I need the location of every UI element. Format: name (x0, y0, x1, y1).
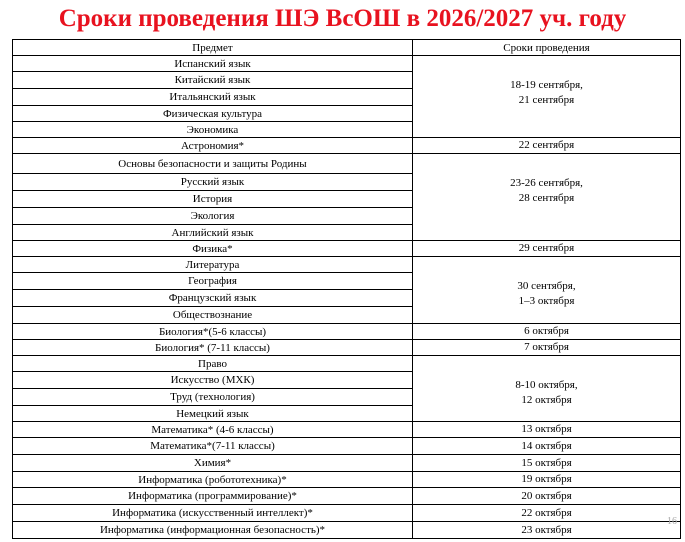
subject-cell: Экология (13, 208, 413, 225)
subject-cell: Испанский язык (13, 56, 413, 72)
date-cell: 8-10 октября, 12 октября (413, 356, 681, 422)
subject-cell: Экономика (13, 122, 413, 138)
subject-cell: Информатика (робототехника)* (13, 472, 413, 488)
dates-column-header: Сроки проведения (413, 40, 681, 56)
date-cell: 18-19 сентября, 21 сентября (413, 56, 681, 138)
table-row (13, 356, 681, 372)
subject-cell: Биология* (7-11 классы) (13, 340, 413, 356)
table-row (13, 455, 681, 472)
subject-cell: Итальянский язык (13, 89, 413, 106)
subject-cell: Математика*(7-11 классы) (13, 438, 413, 455)
subject-column-header: Предмет (13, 40, 413, 56)
page-title: Сроки проведения ШЭ ВсОШ в 2026/2027 уч. году (58, 5, 627, 32)
date-cell: 19 октября (413, 472, 681, 488)
table-row (13, 324, 681, 340)
subject-cell: Английский язык (13, 225, 413, 241)
subject-cell: Астрономия* (13, 138, 413, 154)
subject-cell: История (13, 191, 413, 208)
subject-cell: Физическая культура (13, 106, 413, 122)
date-cell: 29 сентября (413, 241, 681, 257)
date-cell: 15 октября (413, 455, 681, 472)
subject-cell: Физика* (13, 241, 413, 257)
subject-cell: Основы безопасности и защиты Родины (13, 154, 413, 174)
table-row (13, 472, 681, 488)
date-cell: 30 сентября, 1–3 октября (413, 257, 681, 324)
schedule-table-body (13, 40, 681, 539)
table-header-row (13, 40, 681, 56)
subject-cell: Французский язык (13, 290, 413, 307)
table-row (13, 257, 681, 273)
date-cell: 22 октября (413, 505, 681, 522)
subject-cell: Биология*(5-6 классы) (13, 324, 413, 340)
subject-cell: Обществознание (13, 307, 413, 324)
page-number: 16 (667, 516, 677, 527)
subject-cell: Химия* (13, 455, 413, 472)
subject-cell: Право (13, 356, 413, 372)
table-row (13, 138, 681, 154)
subject-cell: Информатика (информационная безопасность)* (13, 522, 413, 539)
table-row (13, 505, 681, 522)
table-row (13, 154, 681, 174)
date-cell: 7 октября (413, 340, 681, 356)
subject-cell: Искусство (МХК) (13, 372, 413, 389)
subject-cell: Информатика (программирование)* (13, 488, 413, 505)
date-cell: 13 октября (413, 422, 681, 438)
date-cell: 14 октября (413, 438, 681, 455)
table-row (13, 241, 681, 257)
subject-cell: Немецкий язык (13, 406, 413, 422)
table-row (13, 422, 681, 438)
date-cell: 6 октября (413, 324, 681, 340)
subject-cell: Китайский язык (13, 72, 413, 89)
subject-cell: Математика* (4-6 классы) (13, 422, 413, 438)
schedule-table (12, 39, 681, 539)
subject-cell: География (13, 273, 413, 290)
table-row (13, 438, 681, 455)
subject-cell: Труд (технология) (13, 389, 413, 406)
table-row (13, 340, 681, 356)
table-row (13, 56, 681, 72)
subject-cell: Русский язык (13, 174, 413, 191)
table-row (13, 522, 681, 539)
date-cell: 20 октября (413, 488, 681, 505)
subject-cell: Литература (13, 257, 413, 273)
date-cell: 22 сентября (413, 138, 681, 154)
subject-cell: Информатика (искусственный интеллект)* (13, 505, 413, 522)
date-cell: 23-26 сентября, 28 сентября (413, 154, 681, 241)
date-cell: 23 октября (413, 522, 681, 539)
table-row (13, 488, 681, 505)
